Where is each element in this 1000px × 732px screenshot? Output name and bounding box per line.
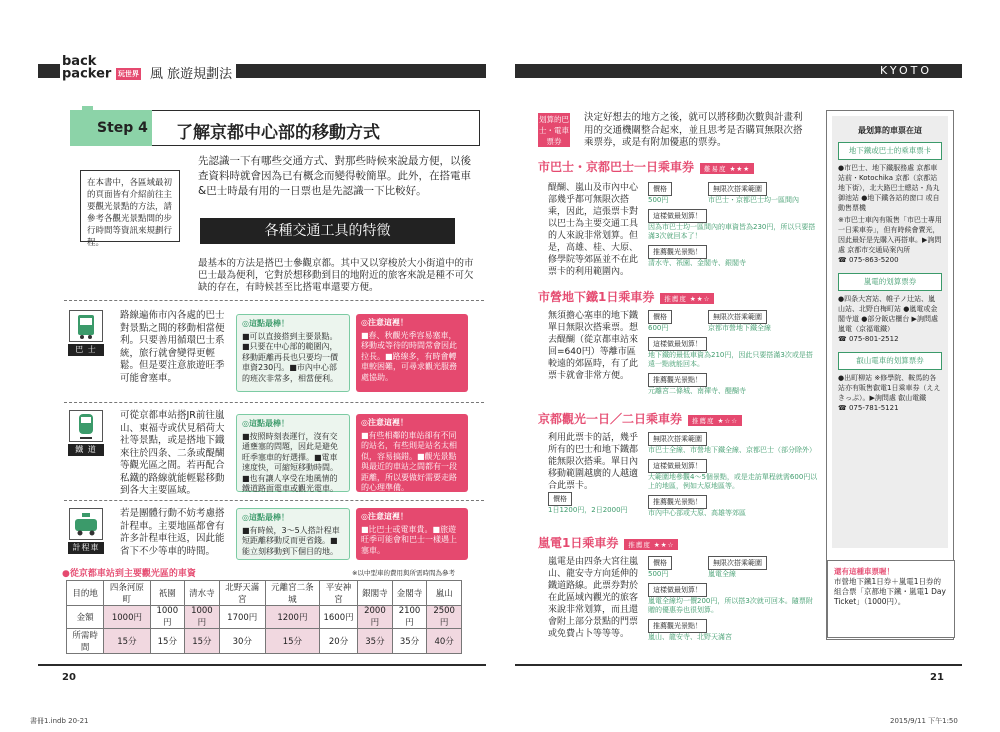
fare-header-row: [67, 581, 462, 606]
warn-text: ■比巴士或電車貴。■旅遊旺季可能會和巴士一樣遇上塞車。: [361, 524, 457, 555]
spots-label: 推薦觀光景點！: [648, 495, 707, 509]
section-side-label: 划算的巴士・電車票券: [539, 115, 569, 146]
sidebar-tel: [838, 403, 942, 413]
price-label: 價格: [548, 492, 572, 506]
pass-title-row: [538, 158, 818, 175]
warn-title: ◎注意這裡！: [361, 418, 408, 427]
sidebar-box-title: 叡山電車的划算票券: [838, 352, 942, 370]
dest-cell: 平安神宮: [319, 581, 357, 606]
sidebar-box-title: 地下鐵或巴士的乘車票卡: [838, 142, 942, 160]
deal-label: 這樣做最划算！: [648, 337, 707, 351]
phone-icon: ☎: [838, 256, 849, 264]
range-value: 嵐電全線: [708, 570, 736, 578]
time-cell: 20分: [319, 629, 357, 654]
difficulty-badge: 推薦度 ★☆☆: [688, 415, 742, 426]
mode-label: 巴 士: [68, 344, 104, 356]
train-icon: [69, 410, 103, 442]
mode-desc: 若是團體行動不妨考慮搭計程車。主要地區都會有許多計程車往返，因此能省下不少等車的時間。: [120, 508, 225, 557]
pass-desc: 嵐電是由四条大宮往嵐山、龍安寺方向延伸的鐵道路線。此票券對於在此區域內觀光的旅客來說非常划算，而且還會附上部分景點的門票或免費占卜等等等。: [548, 557, 639, 639]
pass-title-row: [538, 534, 818, 551]
sidebar-text: ●市巴士、地下鐵服務處 京都車站前・Kotochika 京都（京都站地下街），北大路巴士總站・烏丸御池站 ●地下鐵各站的窗口 或自動售票機: [838, 164, 940, 212]
pass-desc: 無須擔心塞車的地下鐵單日無限次搭乘票。想去醍醐（從京都車站來回=640円）等離市區較遠的郊區時，有了此票卡就會非常方便。: [548, 311, 639, 381]
deal-value: 大範圍地參觀4～5個景點，或是走訪單程就需600円以上的地區，例如大原地區等。: [648, 473, 818, 490]
tel-number: 075-781-5121: [848, 404, 899, 412]
price-value: 500円: [648, 570, 669, 578]
fare-table-note: ※以中型車的費用與所需時間為參考: [352, 569, 455, 577]
footer-rule-left: [38, 664, 486, 666]
pass-title-row: [538, 410, 818, 427]
mode-desc: 可從京都車站搭JR前往嵐山、東福寺或伏見稻荷大社等景點，或是搭地下鐵來往於四条、二条或醍醐等觀光區之間。若再配合私鐵的路線就能輕鬆移動到各大主要區域。: [120, 410, 225, 496]
sidebar: [832, 116, 948, 548]
spots-value: 元離宮二條城、南禪寺、醍醐寺: [648, 387, 746, 395]
merit-text: ■按照時刻表運行，沒有交通壅塞的問題，因此是避免旺季塞車的好選擇。■電車速度快，可縮短移動時間。■也有讓人享受在地風情的鐵道路面電車或觀光電車。: [242, 431, 338, 493]
warn-text: ■春、秋觀光季容易塞車，移動或等待的時間常會因此拉長。■路線多，有時會轉車較困難，可尋求觀光服務處協助。: [361, 330, 457, 382]
time-cell: 15分: [104, 629, 150, 654]
step-title: 了解京都中心部的移動方式: [176, 123, 380, 143]
pass-title: 市營地下鐵1日乘車券: [538, 290, 655, 304]
row-label: 所需時間: [67, 629, 104, 654]
spots-value: 清水寺、祇園、金閣寺、銀閣寺: [648, 259, 746, 267]
fare-cell: 2100円: [392, 606, 427, 629]
range-label: 無限次搭乘範圍: [648, 432, 707, 446]
sidebar-note: ※市巴士車內有販售「市巴士專用一日乘車券」，但有時候會賣光，因此最好是先購入再搭車。▶詢問處 京都市交通局案內所: [838, 216, 942, 254]
logo-line1: back: [62, 54, 97, 69]
fare-cell: 1000円: [185, 606, 220, 629]
range-label: 無限次搭乘範圍: [708, 182, 767, 196]
range-label: 無限次搭乘範圍: [708, 310, 767, 324]
range-value: 市巴士・京都巴士均一區間內: [708, 196, 799, 204]
merit-title: ◎這點最棒！: [242, 419, 289, 428]
page-number-left: 20: [62, 672, 76, 683]
fare-row: [67, 606, 462, 629]
side-note: 在本書中，各區域最初的頁面皆有介紹前往主要觀光景點的方法，請參考各觀光景點間的步行時間等資訊來規劃行程。: [80, 170, 180, 242]
pass-info: [648, 432, 818, 518]
fare-cell: 1600円: [319, 606, 357, 629]
dest-cell: 銀閣寺: [358, 581, 393, 606]
pass-desc: 醍醐、嵐山及市內中心部幾乎都可無限次搭乘，因此，這張票卡對以巴士為主要交通工具的人來說非常划算。但是，高雄、桂、大原、修學院等郊區並不在此票卡的利用範圍內。: [548, 183, 639, 277]
logo-badge: 玩世界: [117, 70, 139, 78]
time-cell: 30分: [219, 629, 265, 654]
extra-ticket-box: [827, 560, 955, 638]
spots-label: 推薦觀光景點！: [648, 245, 707, 259]
time-row: [67, 629, 462, 654]
divider: [64, 402, 484, 403]
section-intro: 決定好想去的地方之後，就可以將移動次數與計畫利用的交通機關整合起來，並且思考是否購買無限次搭乘票券，或是有附加優惠的票券。: [584, 112, 803, 148]
deal-value: 因為市巴士均一區間內的車資皆為230円，所以只要搭滿3次就回本了！: [648, 223, 816, 240]
fare-table-title: ●從京都車站到主要觀光區的車資: [62, 569, 196, 579]
print-filename: 書冊1.indb 20-21: [30, 717, 89, 725]
price-label: 價格: [648, 182, 672, 196]
fare-cell: 1000円: [150, 606, 185, 629]
logo: [60, 52, 160, 84]
pass-title: 京都觀光一日／二日乘車券: [538, 412, 683, 426]
difficulty-badge: 推薦度 ★★☆: [624, 539, 678, 550]
print-date: 2015/9/11 下午1:50: [890, 717, 958, 725]
time-cell: 15分: [265, 629, 319, 654]
extra-text: 市營地下鐵1日券＋嵐電1日券的組合票「京都地下鐵・嵐電1 Day Ticket」（1000円）。: [834, 577, 946, 606]
range-label: 無限次搭乘範圍: [708, 556, 767, 570]
dest-cell: 祇園: [150, 581, 185, 606]
sidebar-tel: [838, 255, 942, 265]
phone-icon: ☎: [838, 335, 849, 343]
dest-cell: 清水寺: [185, 581, 220, 606]
time-cell: 35分: [392, 629, 427, 654]
sidebar-title: 最划算的車票在這: [858, 126, 922, 135]
fare-cell: 2000円: [358, 606, 393, 629]
warn-title: ◎注意這裡！: [361, 512, 408, 521]
page-number-right: 21: [930, 672, 944, 683]
row-label: 金額: [67, 606, 104, 629]
deal-label: 這樣做最划算！: [648, 583, 707, 597]
step-number: Step 4: [97, 120, 148, 136]
spots-label: 推薦觀光景點！: [648, 373, 707, 387]
pass-price: [548, 492, 640, 515]
warn-card: [356, 508, 468, 560]
pass-info: [648, 556, 818, 642]
tel-number: 075-801-2512: [848, 335, 899, 343]
taxi-mode-icon: [68, 508, 104, 558]
mode-desc: 路線遍佈市內各處的巴士對景點之間的移動相當便利。只要善用循環巴士系統，旅行就會變得更輕鬆。但是要注意旅遊旺季可能會塞車。: [120, 310, 225, 384]
price-value: 600円: [648, 324, 669, 332]
time-cell: 15分: [185, 629, 220, 654]
dest-cell: 金閣寺: [392, 581, 427, 606]
price-value: 500円: [648, 196, 669, 204]
time-cell: 40分: [427, 629, 462, 654]
dest-cell: 嵐山: [427, 581, 462, 606]
dest-cell: 四条河原町: [104, 581, 150, 606]
merit-card: [236, 414, 350, 492]
pass-info: [648, 310, 818, 396]
extra-title: 還有這種車票喔！: [834, 567, 894, 576]
pass-info: [648, 182, 818, 268]
corner-square: [82, 106, 93, 117]
footer-rule-right: [515, 664, 962, 666]
mode-label: 計程車: [68, 542, 104, 554]
warn-card: [356, 314, 468, 392]
merit-title: ◎這點最棒！: [242, 319, 289, 328]
difficulty-badge: 難易度 ★★★: [700, 163, 754, 174]
divider: [64, 300, 484, 301]
time-cell: 35分: [358, 629, 393, 654]
body-text: 最基本的方法是搭巴士參觀京都。其中又以穿梭於大小街道中的市巴士最為便利，它對於想移動到目的地附近的旅客來說是種不可欠缺的存在，有時候甚至比搭電車還要方便。: [198, 258, 474, 293]
merit-text: ■有時候，3～5人搭計程車短距離移動反而更省錢。■能立刻移動到下個目的地。: [242, 525, 340, 556]
sidebar-text: ●出町柳站 ※修學院、鞍馬的各站亦有販售叡電1日乘車券（ええきっぷ）。▶詢問處 叡山電鐵: [838, 374, 941, 402]
mode-label: 鐵 道: [68, 444, 104, 456]
warn-card: [356, 414, 468, 492]
range-value: 京都市營地下鐵全線: [708, 324, 771, 332]
section-subtitle: 風 旅遊規劃法: [146, 63, 236, 82]
train-mode-icon: [68, 410, 104, 460]
intro-text: 先認識一下有哪些交通方式、對那些時候來說最方便，以後查資料時就會因為已有概念而變得較簡單。此外，在搭電車&巴士時最有用的一日票也是先認識一下比較好。: [198, 155, 471, 197]
phone-icon: ☎: [838, 404, 849, 412]
merit-card: [236, 314, 350, 392]
merit-card: [236, 508, 350, 560]
tel-number: 075-863-5200: [848, 256, 899, 264]
taxi-icon: [69, 508, 103, 540]
city-label: KYOTO: [880, 64, 932, 77]
price-label: 價格: [648, 310, 672, 324]
spots-label: 推薦觀光景點！: [648, 619, 707, 633]
pass-title-row: [538, 288, 818, 305]
time-cell: 15分: [150, 629, 185, 654]
spots-value: 市內中心部或大原、高雄等郊區: [648, 509, 746, 517]
price-label: 價格: [648, 556, 672, 570]
warn-title: ◎注意這裡！: [361, 318, 408, 327]
deal-value: 地下鐵的最低車資為210円，因此只要搭滿3次或是搭遠一點就能回本。: [648, 351, 813, 368]
fare-cell: 2500円: [427, 606, 462, 629]
bus-icon: [69, 310, 103, 342]
fare-cell: 1200円: [265, 606, 319, 629]
divider: [64, 500, 484, 501]
deal-value: 嵐電全線均一價200円，所以搭3次就可回本。隨票附贈的優惠券也很划算。: [648, 597, 813, 614]
range-value: 市巴士全線、市營地下鐵全線、京都巴士（部分除外）: [648, 446, 816, 454]
deal-label: 這樣做最划算！: [648, 459, 707, 473]
sidebar-text: ●四条大宮站、帷子ノ辻站、嵐山站、北野白梅町站 ●嵐電或金閣寺道 ●部分飯店櫃台 ▶詢問處 嵐電（京福電鐵）: [838, 295, 938, 333]
pass-desc: 利用此票卡的話，幾乎所有的巴士和地下鐵都能無限次搭乘。單日內移動範圍越廣的人越適合此票卡。: [548, 433, 639, 491]
warn-text: ■有些相鄰的車站卻有不同的站名，有些則是站名太相似，容易搞錯。■觀光景點與最近的車站之間都有一段距離，所以要做好需要走路的心理準備。: [361, 430, 457, 492]
merit-text: ■可以直接搭到主要景點。■只要在中心部的範圍內，移動距離再長也只要均一價車資230円。■市內中心部的班次非常多，相當便利。: [242, 331, 338, 383]
dest-cell: 元離宮二条城: [265, 581, 319, 606]
pass-title: 市巴士・京都巴士一日乘車券: [538, 160, 695, 174]
spots-value: 嵐山、龍安寺、北野天滿宮: [648, 633, 732, 641]
difficulty-badge: 推薦度 ★★☆: [660, 293, 714, 304]
section-banner: 各種交通工具的特徵: [200, 218, 455, 244]
sidebar-box-title: 嵐電的划算票券: [838, 273, 942, 291]
bus-mode-icon: [68, 310, 104, 360]
header-label: 目的地: [67, 581, 104, 606]
merit-title: ◎這點最棒！: [242, 513, 289, 522]
sidebar-tel: [838, 334, 942, 344]
logo-line2: packer: [62, 66, 112, 82]
fare-table: [66, 580, 462, 654]
fare-cell: 1000円: [104, 606, 150, 629]
dest-cell: 北野天滿宮: [219, 581, 265, 606]
pass-title: 嵐電1日乘車券: [538, 536, 619, 550]
price-value: 1日1200円，2日2000円: [548, 506, 628, 514]
deal-label: 這樣做最划算！: [648, 209, 707, 223]
fare-cell: 1700円: [219, 606, 265, 629]
